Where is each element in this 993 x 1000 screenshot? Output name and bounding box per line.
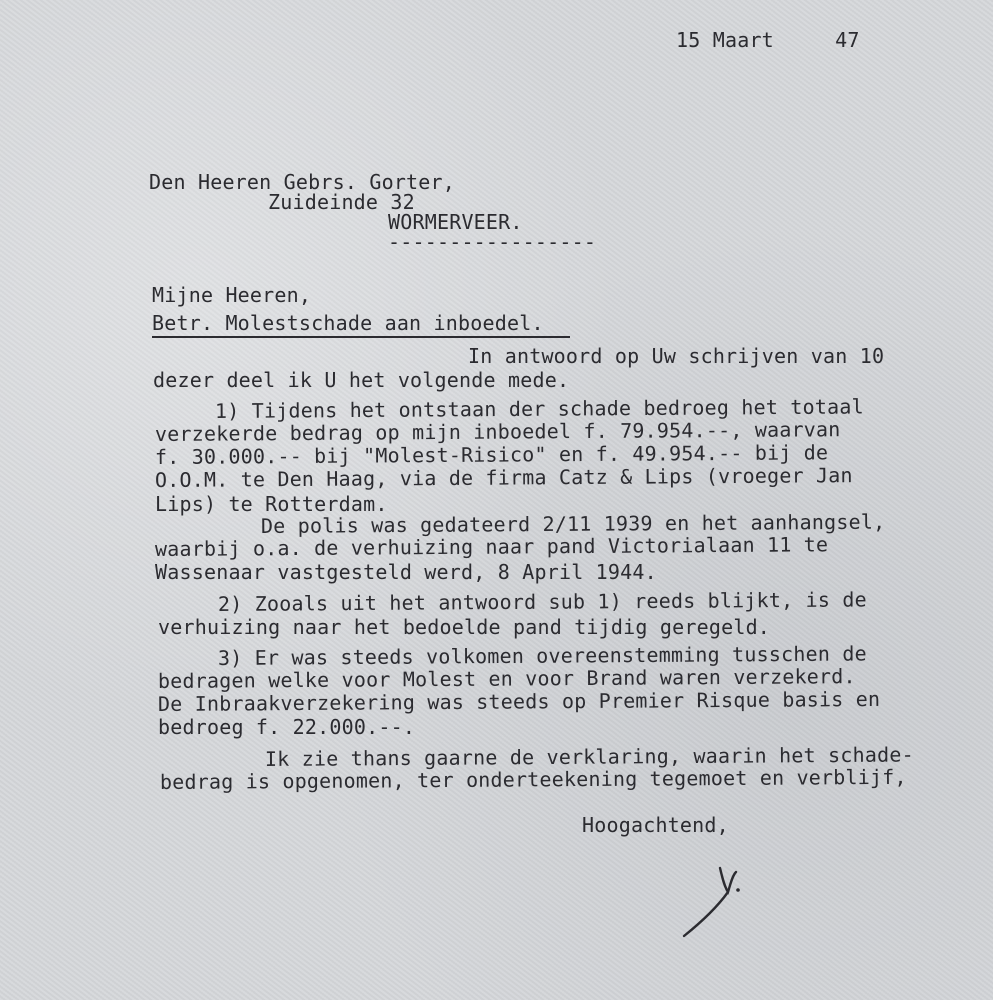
signature-mark — [672, 856, 752, 946]
address-street: Zuideinde 32 — [268, 190, 415, 214]
address-name: Den Heeren Gebrs. Gorter, — [149, 170, 456, 194]
closing-line-1: Ik zie thans gaarne de verklaring, waarin het schade- — [264, 742, 914, 771]
point3-line-1: 3) Er was steeds volkomen overeenstemming tusschen de — [217, 641, 867, 670]
point1-line-4: O.O.M. te Den Haag, via de firma Catz & Lips (vroeger Jan — [154, 463, 853, 492]
point1-line-3: f. 30.000.-- bij "Molest-Risico" en f. 49.954.-- bij de — [154, 440, 829, 469]
address-city: WORMERVEER. — [388, 210, 523, 234]
intro-line-2: dezer deel ik U het volgende mede. — [153, 368, 570, 392]
salutation: Mijne Heeren, — [152, 283, 312, 307]
point3-line-4: bedroeg f. 22.000.--. — [158, 715, 416, 739]
point3-line-2: bedragen welke voor Molest en voor Brand waren verzekerd. — [157, 664, 856, 693]
point1-line-7: waarbij o.a. de verhuizing naar pand Victorialaan 11 te — [154, 532, 829, 561]
point2-line-2: verhuizing naar het bedoelde pand tijdig geregeld. — [158, 615, 771, 639]
point1-line-2: verzekerde bedrag op mijn inboedel f. 79.954.--, waarvan — [154, 417, 841, 446]
point3-line-3: De Inbraakverzekering was steeds op Premier Risque basis en — [157, 686, 881, 716]
point2-line-1: 2) Zooals uit het antwoord sub 1) reeds blijkt, is de — [217, 587, 867, 616]
address-rule: ----------------- — [388, 230, 597, 254]
point1-line-8: Wassenaar vastgesteld werd, 8 April 1944. — [155, 560, 657, 584]
intro-line-1: In antwoord op Uw schrijven van 10 — [468, 344, 885, 368]
greeting: Hoogachtend, — [582, 813, 729, 837]
point1-line-6: De polis was gedateerd 2/11 1939 en het aanhangsel, — [260, 509, 886, 538]
subject-underline — [152, 336, 570, 338]
point1-line-1: 1) Tijdens het ontstaan der schade bedroeg het totaal — [214, 394, 864, 423]
point1-line-5: Lips) te Rotterdam. — [155, 492, 388, 516]
closing-line-2: bedrag is opgenomen, ter onderteekening tegemoet en verblijf, — [159, 764, 907, 794]
subject-line: Betr. Molestschade aan inboedel. — [152, 311, 544, 335]
letter-date: 15 Maart 47 — [676, 28, 860, 52]
